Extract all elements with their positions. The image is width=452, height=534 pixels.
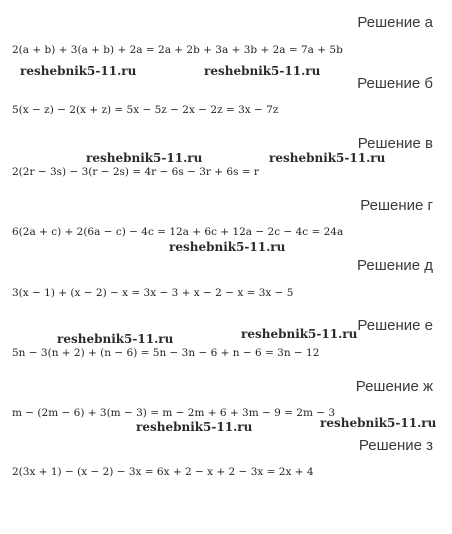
solution-heading-a: Решение а: [357, 14, 433, 31]
solution-formula-b: 5(x − z) − 2(x + z) = 5x − 5z − 2x − 2z = 3x − 7z: [12, 104, 279, 116]
solution-heading-e: Решение е: [357, 317, 433, 334]
solution-heading-b: Решение б: [357, 75, 433, 92]
solution-formula-d: 3(x − 1) + (x − 2) − x = 3x − 3 + x − 2 − x = 3x − 5: [12, 287, 294, 299]
solution-formula-e: 5n − 3(n + 2) + (n − 6) = 5n − 3n − 6 + n − 6 = 3n − 12: [12, 347, 320, 359]
watermark-text: reshebnik5-11.ru: [204, 64, 321, 78]
watermark-text: reshebnik5-11.ru: [320, 416, 437, 430]
watermark-text: reshebnik5-11.ru: [136, 420, 253, 434]
solution-heading-z: Решение з: [358, 437, 433, 454]
watermark-text: reshebnik5-11.ru: [169, 240, 286, 254]
solution-heading-g: Решение г: [360, 197, 433, 214]
watermark-text: reshebnik5-11.ru: [269, 151, 386, 165]
watermark-text: reshebnik5-11.ru: [86, 151, 203, 165]
solution-heading-v: Решение в: [357, 135, 433, 152]
solution-formula-v: 2(2r − 3s) − 3(r − 2s) = 4r − 6s − 3r + 6s = r: [12, 166, 259, 178]
solution-heading-zh: Решение ж: [355, 378, 433, 395]
solution-formula-zh: m − (2m − 6) + 3(m − 3) = m − 2m + 6 + 3m − 9 = 2m − 3: [12, 407, 336, 419]
watermark-text: reshebnik5-11.ru: [57, 332, 174, 346]
watermark-text: reshebnik5-11.ru: [241, 327, 358, 341]
solution-formula-a: 2(a + b) + 3(a + b) + 2a = 2a + 2b + 3a + 3b + 2a = 7a + 5b: [12, 44, 343, 56]
watermark-text: reshebnik5-11.ru: [20, 64, 137, 78]
solution-formula-z: 2(3x + 1) − (x − 2) − 3x = 6x + 2 − x + 2 − 3x = 2x + 4: [12, 466, 314, 478]
solution-formula-g: 6(2a + c) + 2(6a − c) − 4c = 12a + 6c + 12a − 2c − 4c = 24a: [12, 226, 344, 238]
solution-heading-d: Решение д: [357, 257, 433, 274]
